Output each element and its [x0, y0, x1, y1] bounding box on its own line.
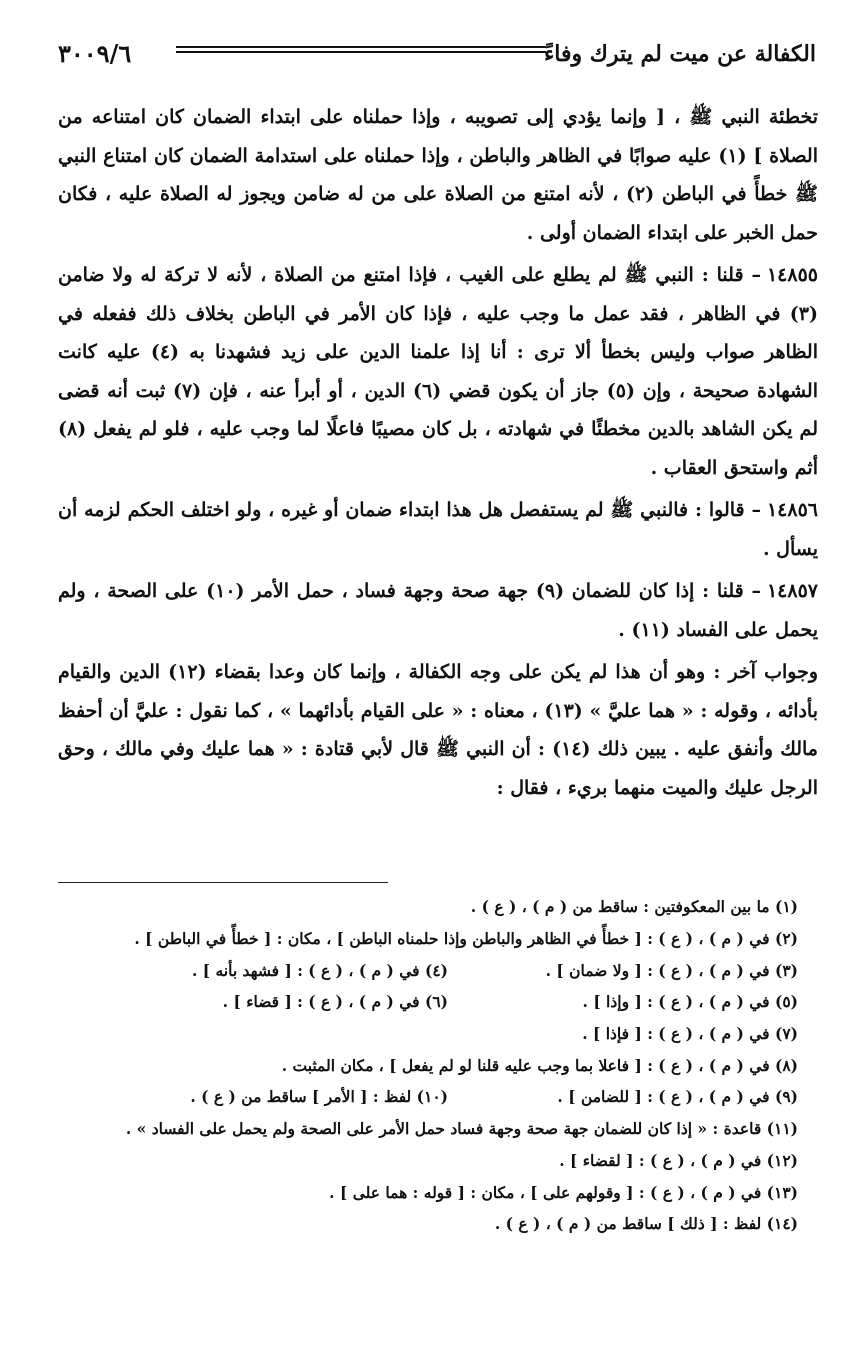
paragraph-number: ١٤٨٥٦ — [766, 499, 818, 521]
footnote-row — [58, 923, 798, 955]
paragraph — [58, 256, 818, 487]
footnote-row — [58, 986, 798, 1018]
footnote: (٩) في ( م ) ، ( ع ) : [ للضامن ] . — [557, 1087, 798, 1107]
footnote: (٦) في ( م ) ، ( ع ) : [ قضاء ] . — [222, 992, 448, 1012]
footnote: (١٤) لفظ : [ ذلك ] ساقط من ( م ) ، ( ع ) . — [494, 1214, 798, 1234]
footnote-row — [58, 1049, 798, 1081]
paragraph-text: – قلنا : النبي ﷺ لم يطلع على الغيب ، فإذا امتنع من الصلاة ، لأنه لا تركة له ولا ضامن (٣) في الظاهر ، فقد عمل ما وجب عليه ، فإذا كان الأمر في الباطن بخلاف ذلك ففعله في الظاهر صواب وليس بخطأ ألا ترى : أنا إذا علمنا الدين على زيد فشهدنا به (٤) عليه كانت الشهادة صحيحة ، وإن (٥) جاز أن يكون قضي (٦) الدين ، أو أبرأ عنه ، فإن (٧) ثبت أنه قضى لم يكن الشاهد بالدين مخطئًا في شهادته ، بل كان مصيبًا فاعلًا لما وجب عليه ، فلو لم يفعل (٨) أثم واستحق العقاب . — [58, 264, 818, 479]
paragraph-number: ١٤٨٥٧ — [766, 580, 818, 602]
running-head — [58, 34, 816, 80]
footnote: (٧) في ( م ) ، ( ع ) : [ فإذا ] . — [582, 1024, 798, 1044]
paragraph-text: – قلنا : إذا كان للضمان (٩) جهة صحة وجهة فساد ، حمل الأمر (١٠) على الصحة ، ولم يحمل على الفساد (١١) . — [58, 580, 818, 641]
paragraph — [58, 98, 818, 252]
footnote-row — [58, 1208, 798, 1240]
footnote-row — [58, 1018, 798, 1050]
footnote: (١٢) في ( م ) ، ( ع ) : [ لقضاء ] . — [559, 1150, 798, 1170]
paragraph — [58, 653, 818, 807]
paragraph-text: – قالوا : فالنبي ﷺ لم يستفصل هل هذا ابتداء ضمان أو غيره ، ولو اختلف الحكم لزمه أن يسأل . — [58, 499, 818, 560]
footnote: (١٠) لفظ : [ الأمر ] ساقط من ( ع ) . — [190, 1087, 448, 1107]
footnote: (٢) في ( م ) ، ( ع ) : [ خطأً في الظاهر والباطن وإذا حلمناه الباطن ] ، مكان : [ خطأً في الباطن ] . — [134, 929, 798, 949]
footnote-row — [58, 1113, 798, 1145]
footnote-row — [58, 1081, 798, 1113]
footnote: (١١) قاعدة : « إذا كان للضمان جهة صحة وجهة فساد حمل الأمر على الصحة ولم يحمل على الفساد » . — [125, 1119, 798, 1139]
footnote: (٨) في ( م ) ، ( ع ) : [ فاعلا بما وجب عليه قلنا لو لم يفعل ] ، مكان المثبت . — [281, 1055, 798, 1075]
footnote-separator — [58, 882, 388, 883]
paragraph — [58, 572, 818, 649]
footnote: (٣) في ( م ) ، ( ع ) : [ ولا ضمان ] . — [545, 960, 798, 980]
footnotes — [58, 882, 798, 1240]
footnote-row — [58, 954, 798, 986]
main-text — [58, 98, 818, 811]
paragraph — [58, 491, 818, 568]
paragraph-text: تخطئة النبي ﷺ ، [ وإنما يؤدي إلى تصويبه ، وإذا حملناه على ابتداء الضمان كان امتناعه من الصلاة ] (١) عليه صوابًا في الظاهر والباطن ، وإذا حملناه على استدامة الضمان كان امتناع النبي ﷺ خطأً في الباطن (٢) ، لأنه امتنع من الصلاة على من له ضامن ويجوز له الصلاة عليه ، فكان حمل الخبر على ابتداء الضمان أولى . — [58, 106, 818, 244]
header-double-rule — [176, 46, 546, 53]
footnote: (١) ما بين المعكوفتين : ساقط من ( م ) ، ( ع ) . — [470, 897, 798, 917]
footnote-row — [58, 1145, 798, 1177]
running-head-title: الكفالة عن ميت لم يترك وفاءً — [543, 41, 816, 67]
paragraph-number: ١٤٨٥٥ — [766, 264, 818, 286]
footnote: (٥) في ( م ) ، ( ع ) : [ وإذا ] . — [582, 992, 798, 1012]
footnote: (١٣) في ( م ) ، ( ع ) : [ وقولهم على ] ، مكان : [ قوله : هما على ] . — [329, 1182, 798, 1202]
paragraph-text: وجواب آخر : وهو أن هذا لم يكن على وجه الكفالة ، وإنما كان وعدا بقضاء (١٢) الدين والقيام بأدائه ، وقوله : « هما عليَّ » (١٣) ، معناه : « على القيام بأدائهما » ، كما نقول : عليَّ أن أحفظ مالك وأنفق عليه . يبين ذلك (١٤) : أن النبي ﷺ قال لأبي قتادة : « هما عليك وفي مالك ، وحق الرجل عليك والميت منهما بريء ، فقال : — [58, 661, 819, 799]
footnote-row — [58, 891, 798, 923]
page-number: ٣٠٠٩/٦ — [58, 39, 132, 68]
footnote: (٤) في ( م ) ، ( ع ) : [ فشهد بأنه ] . — [191, 960, 448, 980]
footnote-row — [58, 1176, 798, 1208]
